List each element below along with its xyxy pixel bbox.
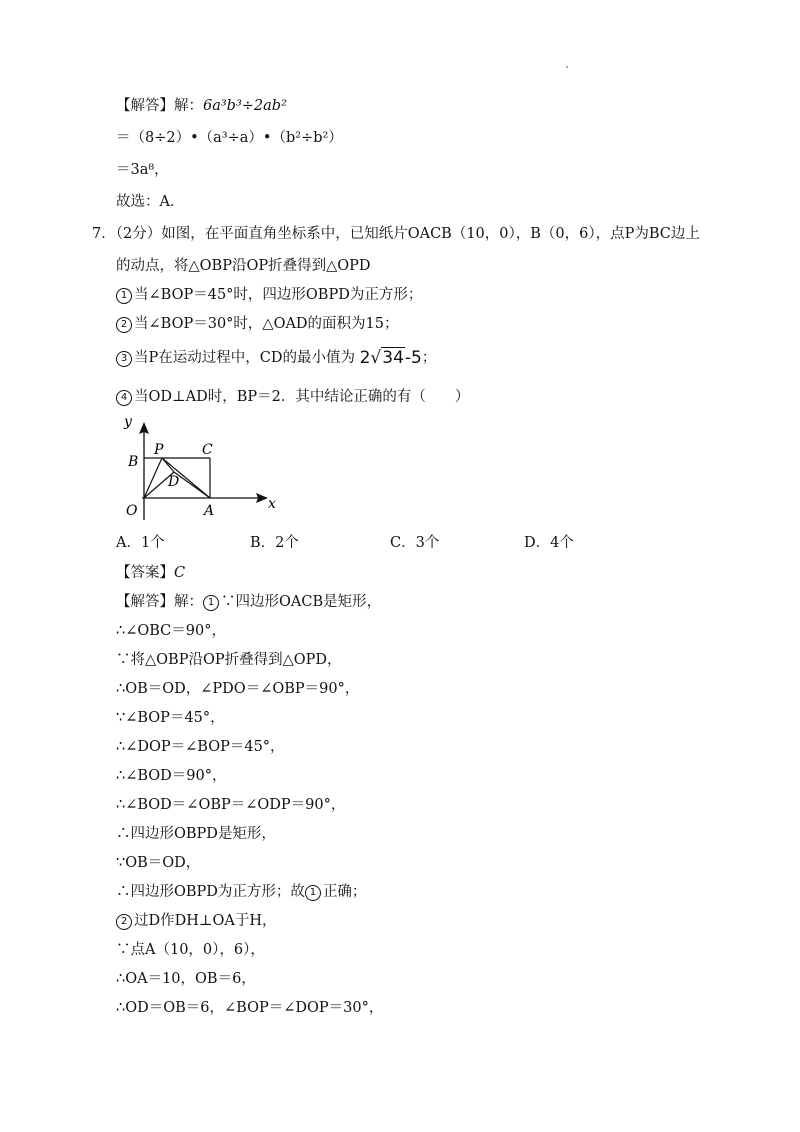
circled-number: 1 xyxy=(116,288,132,304)
answer7-line-text: ∵四边形OACB是矩形， xyxy=(221,594,382,610)
answer7-line-text: ∴四边形OBPD为正方形；故 xyxy=(116,884,305,900)
answer7-solution-first xyxy=(116,592,381,612)
label-A: A xyxy=(204,503,215,519)
answer7-line-2: ∵将△OBP沿OP折叠得到△OPD， xyxy=(116,652,342,668)
option-b: B．2个 xyxy=(250,535,299,551)
solution6-label: 【解答】 xyxy=(116,98,174,114)
solution6-conclusion: 故选：A． xyxy=(116,194,185,210)
label-O: O xyxy=(126,503,138,519)
answer7-solution-intro: 解： xyxy=(174,594,203,610)
answer7-line-4: ∵∠BOP＝45°， xyxy=(116,710,225,726)
answer7-label: 【答案】 xyxy=(116,565,174,581)
circled-number: 1 xyxy=(203,595,219,611)
circled-number: 4 xyxy=(116,390,132,406)
solution6-expr: 6a³b³÷2ab² xyxy=(203,98,287,114)
statement-1 xyxy=(116,285,422,305)
question7-line1 xyxy=(92,224,700,244)
solution6-intro: 解： xyxy=(174,98,203,114)
answer7-line-text: 过D作DH⊥OA于H， xyxy=(134,913,277,929)
statement-4 xyxy=(116,387,469,407)
formula-tail: -5 xyxy=(404,348,422,368)
answer7-line-8: ∴四边形OBPD是矩形， xyxy=(116,826,276,842)
circled-number: 2 xyxy=(116,914,132,930)
question7-number: 7． xyxy=(92,226,116,242)
circled-number: 1 xyxy=(305,885,321,901)
answer7-line-3: ∴OB＝OD，∠PDO＝∠OBP＝90°， xyxy=(116,681,360,697)
circled-number: 2 xyxy=(116,317,132,333)
answer7-solution-label: 【解答】 xyxy=(116,594,174,610)
answer7-line-10 xyxy=(116,882,366,902)
scan-dot xyxy=(566,66,568,68)
option-d: D．4个 xyxy=(524,535,574,551)
answer7-line-12: ∵点A（10，0），6）， xyxy=(116,942,265,958)
answer7-line-7: ∴∠BOD＝∠OBP＝∠ODP＝90°， xyxy=(116,797,346,813)
label-y: y xyxy=(124,414,132,430)
statement-text: 当∠BOP＝30°时，△OAD的面积为15； xyxy=(134,316,399,332)
statement-tail: ； xyxy=(421,350,437,366)
statement-text: 当OD⊥AD时，BP＝2．其中结论正确的有（ ） xyxy=(134,389,470,405)
answer7-line-9: ∵OB＝OD， xyxy=(116,855,201,871)
statement-2 xyxy=(116,314,399,334)
solution6-step2: ＝3a⁸， xyxy=(116,162,169,178)
label-x: x xyxy=(268,496,276,512)
answer7-line-1: ∴∠OBC＝90°， xyxy=(116,623,226,639)
answer7-line xyxy=(116,563,185,583)
answer7-line-6: ∴∠BOD＝90°， xyxy=(116,768,227,784)
solution6-step1: ＝（8÷2）•（a³÷a）•（b²÷b²） xyxy=(116,130,343,146)
label-B: B xyxy=(128,454,139,470)
solution6-header xyxy=(116,96,287,116)
label-D: D xyxy=(168,474,180,490)
label-C: C xyxy=(202,442,213,458)
option-c: C．3个 xyxy=(390,535,440,551)
answer7-line-14: ∴OD＝OB＝6，∠BOP＝∠DOP＝30°， xyxy=(116,1000,384,1016)
answer7-line-11 xyxy=(116,911,277,931)
segment-OP xyxy=(144,458,162,498)
question7-stem-line1: （2分）如图，在平面直角坐标系中，已知纸片OACB（10，0），B（0，6），点P为BC边上 xyxy=(115,226,700,242)
option-a: A．1个 xyxy=(116,535,165,551)
statement-3 xyxy=(116,348,436,368)
answer7-value: C xyxy=(174,565,186,581)
answer7-line-13: ∴OA＝10，OB＝6， xyxy=(116,971,256,987)
label-P: P xyxy=(154,442,164,458)
formula-radicand: 34 xyxy=(382,348,404,368)
answer7-line-5: ∴∠DOP＝∠BOP＝45°， xyxy=(116,739,285,755)
formula: 2√34-5 xyxy=(359,348,422,368)
statement-text: 当P在运动过程中，CD的最小值为 xyxy=(134,350,355,366)
formula-coef: 2 xyxy=(359,348,371,368)
statement-text: 当∠BOP＝45°时，四边形OBPD为正方形； xyxy=(134,287,423,303)
coordinate-figure xyxy=(116,412,296,522)
question7-stem-line2: 的动点，将△OBP沿OP折叠得到△OPD xyxy=(116,258,371,274)
circled-number: 3 xyxy=(116,351,132,367)
answer7-line-tail: 正确； xyxy=(322,884,367,900)
